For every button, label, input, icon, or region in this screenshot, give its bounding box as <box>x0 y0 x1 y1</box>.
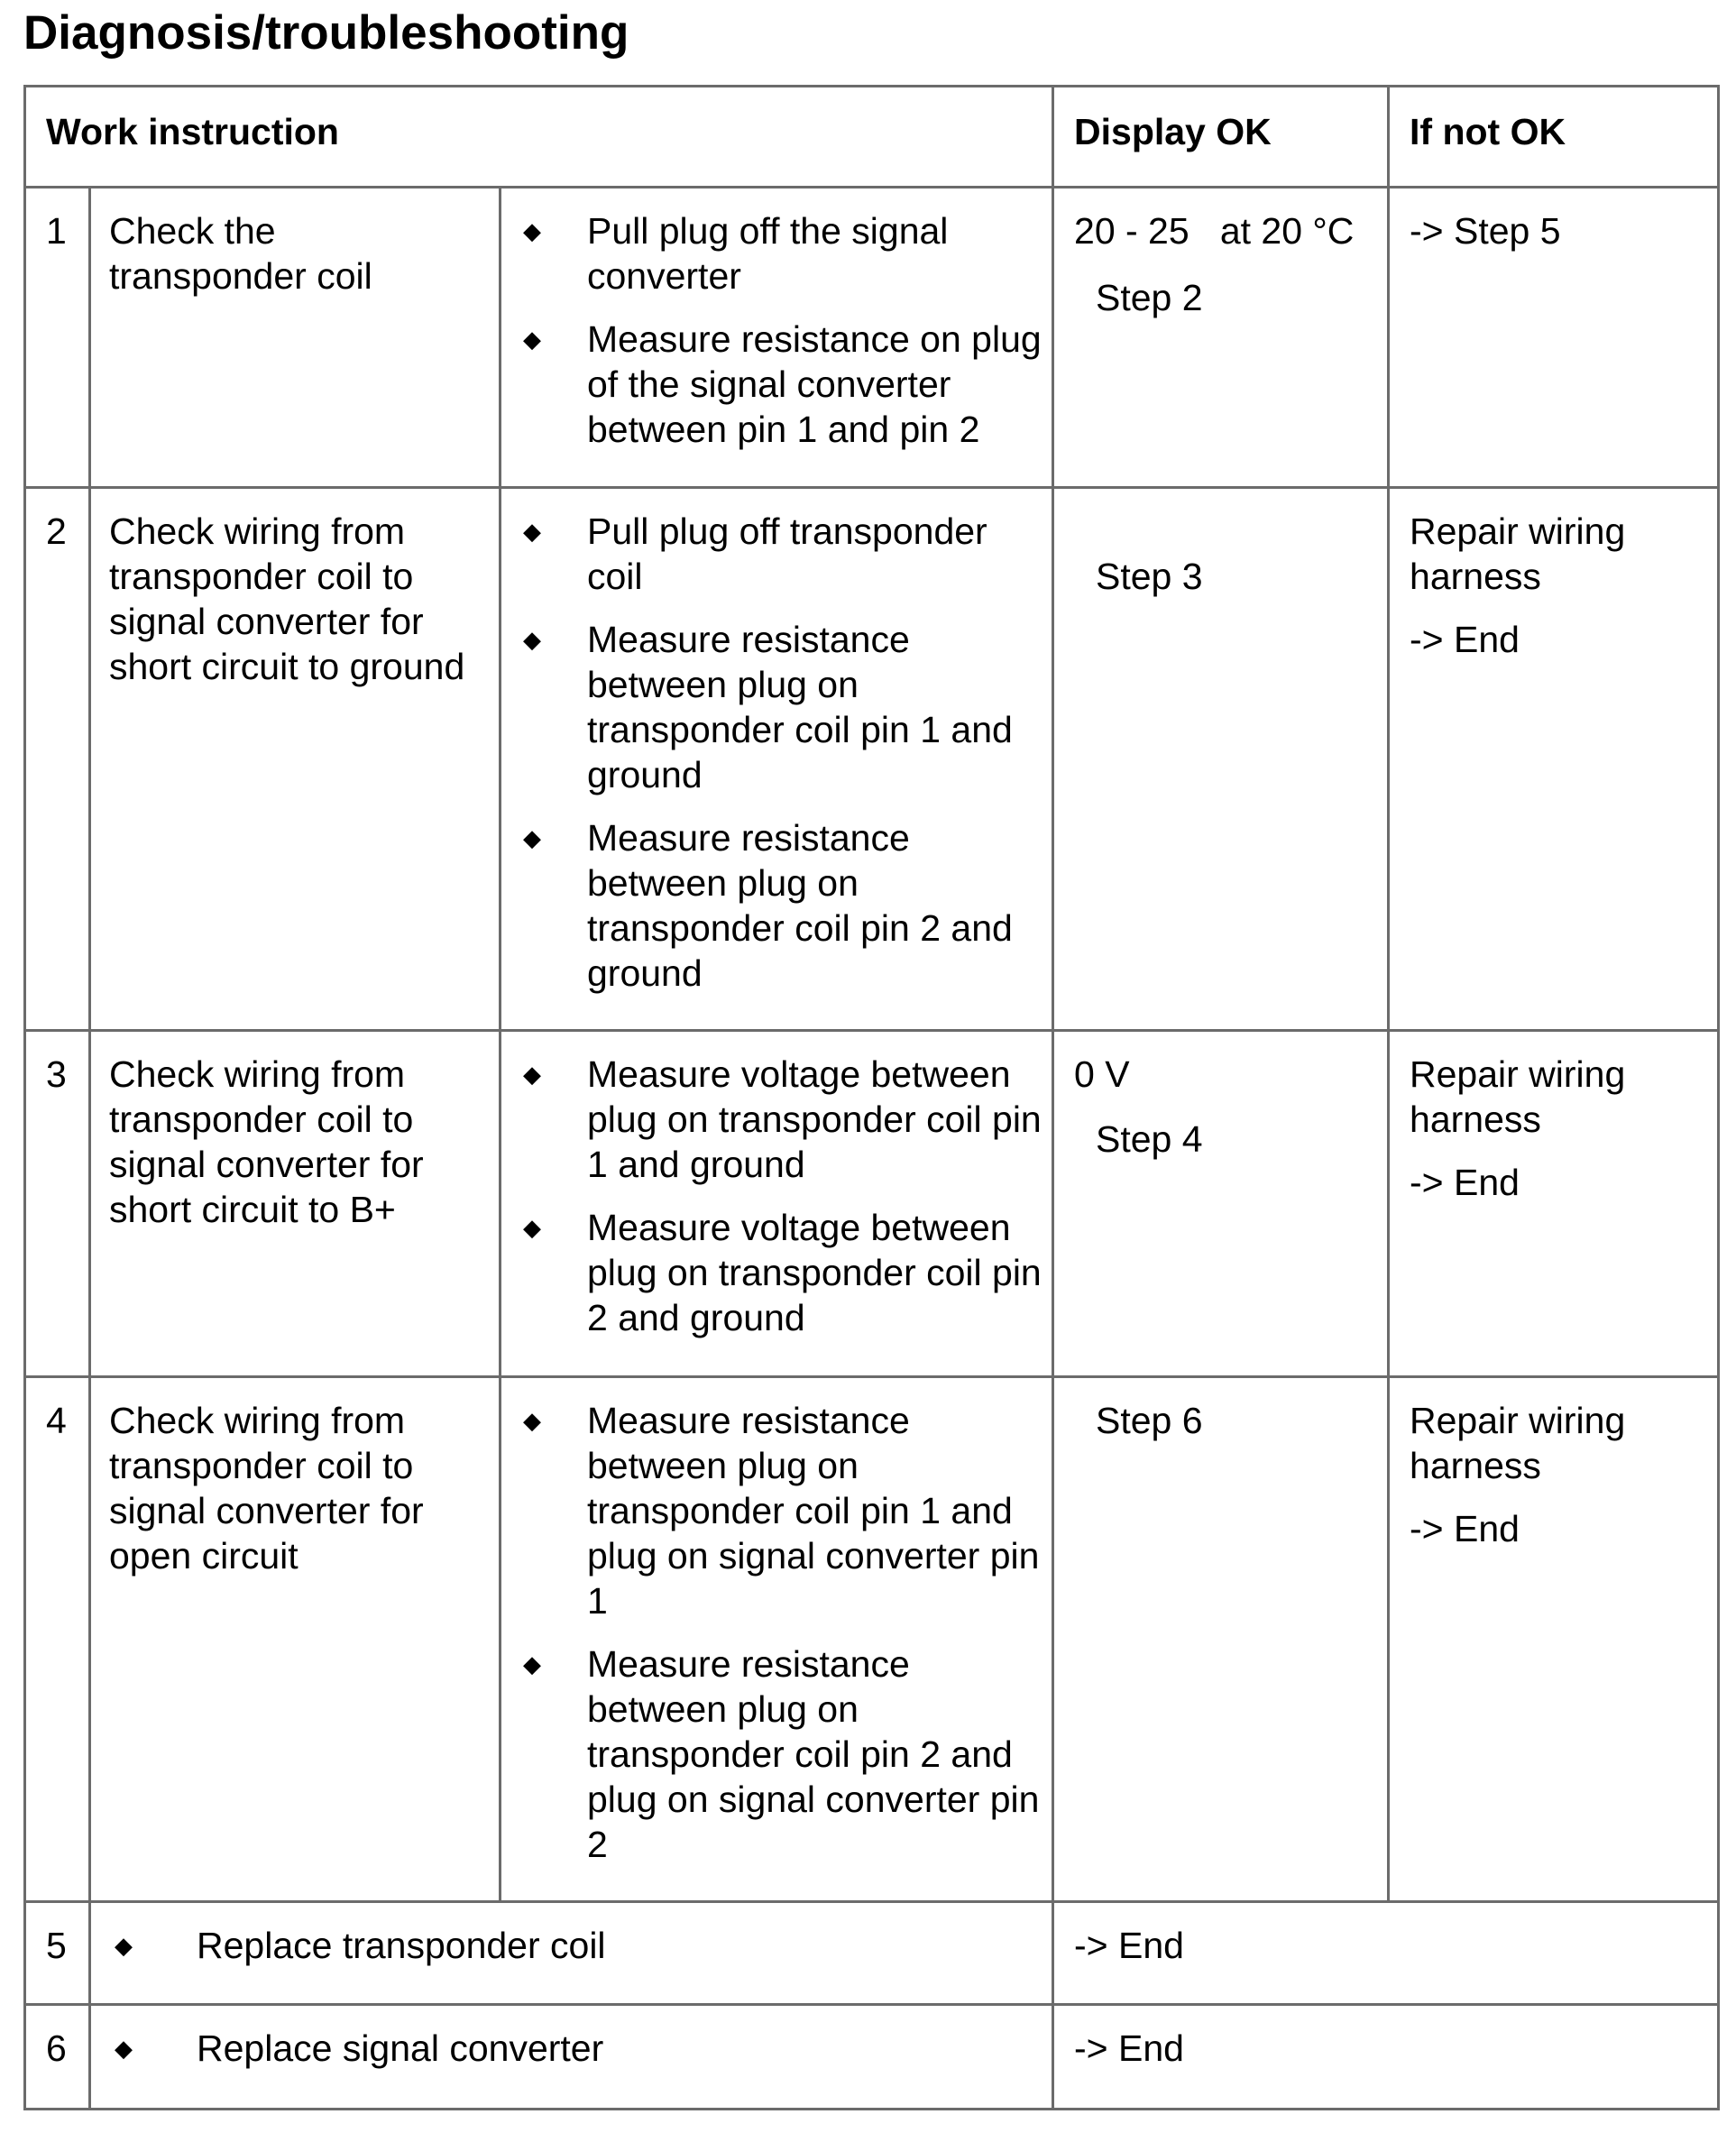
not-ok-cell <box>1389 1031 1719 1377</box>
step-instructions <box>501 1031 1053 1377</box>
list-item: ◆ Measure voltage between plug on transponder coil pin 2 and ground <box>501 1205 1043 1340</box>
not-ok-next: -> End <box>1410 1508 1520 1549</box>
list-item: ◆ Measure voltage between plug on transponder coil pin 1 and ground <box>501 1052 1043 1187</box>
ok-next-step: Step 6 <box>1096 1400 1203 1441</box>
table-row <box>25 1902 1719 2005</box>
action-text: Replace transponder coil <box>197 1925 606 1966</box>
step-instructions <box>501 188 1053 488</box>
step-description: Check the transponder coil <box>90 188 501 488</box>
ok-next-step: Step 3 <box>1096 556 1203 597</box>
list-item: ◆ Pull plug off transponder coil <box>501 509 1043 599</box>
result-cell: -> End <box>1053 2005 1719 2110</box>
not-ok-action: Repair wiring harness <box>1410 1400 1626 1486</box>
bullet-diamond-icon: ◆ <box>523 824 541 851</box>
not-ok-action: -> Step 5 <box>1410 210 1561 252</box>
ok-value: 0 V <box>1074 1053 1130 1095</box>
header-display-ok: Display OK <box>1053 87 1389 188</box>
diagnosis-table <box>23 85 1720 2110</box>
bullet-diamond-icon: ◆ <box>523 626 541 653</box>
step-number: 5 <box>25 1902 90 2005</box>
ok-next-step: Step 4 <box>1096 1118 1203 1160</box>
not-ok-cell <box>1389 488 1719 1031</box>
step-instructions <box>501 1377 1053 1902</box>
list-item: ◆ Measure resistance between plug on transponder coil pin 2 and ground <box>501 815 1043 996</box>
step-number: 2 <box>25 488 90 1031</box>
not-ok-next: -> End <box>1410 619 1520 660</box>
list-item: ◆ Measure resistance on plug of the signal converter between pin 1 and pin 2 <box>501 317 1043 452</box>
display-ok-cell <box>1053 1377 1389 1902</box>
not-ok-cell <box>1389 1377 1719 1902</box>
list-item: ◆ Measure resistance between plug on transponder coil pin 1 and ground <box>501 617 1043 797</box>
not-ok-next: -> End <box>1410 1162 1520 1203</box>
action-text: Replace signal converter <box>197 2027 604 2069</box>
list-item: ◆ Measure resistance between plug on transponder coil pin 1 and plug on signal converter pin 1 <box>501 1398 1043 1623</box>
display-ok-cell <box>1053 1031 1389 1377</box>
bullet-diamond-icon: ◆ <box>523 518 541 545</box>
table-row <box>25 1377 1719 1902</box>
step-description: Check wiring from transponder coil to signal converter for short circuit to ground <box>90 488 501 1031</box>
step-number: 6 <box>25 2005 90 2110</box>
bullet-diamond-icon: ◆ <box>523 1061 541 1088</box>
bullet-diamond-icon: ◆ <box>523 1650 541 1678</box>
not-ok-cell <box>1389 188 1719 488</box>
action-cell <box>90 1902 1053 2005</box>
list-item: ◆ Pull plug off the signal converter <box>501 208 1043 299</box>
display-ok-cell <box>1053 188 1389 488</box>
step-description: Check wiring from transponder coil to signal converter for open circuit <box>90 1377 501 1902</box>
table-row <box>25 488 1719 1031</box>
header-if-not-ok: If not OK <box>1389 87 1719 188</box>
header-work-instruction: Work instruction <box>25 87 1053 188</box>
action-cell <box>90 2005 1053 2110</box>
ok-value: 20 - 25 at 20 °C <box>1074 210 1355 252</box>
table-header-row <box>25 87 1719 188</box>
bullet-diamond-icon: ◆ <box>115 2035 133 2062</box>
bullet-diamond-icon: ◆ <box>523 1214 541 1241</box>
not-ok-action: Repair wiring harness <box>1410 1053 1626 1140</box>
bullet-diamond-icon: ◆ <box>523 326 541 353</box>
step-number: 1 <box>25 188 90 488</box>
page-title: Diagnosis/troubleshooting <box>23 6 629 60</box>
table-row <box>25 1031 1719 1377</box>
table-row <box>25 2005 1719 2110</box>
bullet-diamond-icon: ◆ <box>523 1407 541 1434</box>
step-description: Check wiring from transponder coil to signal converter for short circuit to B+ <box>90 1031 501 1377</box>
bullet-diamond-icon: ◆ <box>115 1932 133 1959</box>
display-ok-cell <box>1053 488 1389 1031</box>
ok-next-step: Step 2 <box>1096 277 1203 318</box>
not-ok-action: Repair wiring harness <box>1410 510 1626 597</box>
step-number: 3 <box>25 1031 90 1377</box>
step-instructions <box>501 488 1053 1031</box>
list-item: ◆ Measure resistance between plug on transponder coil pin 2 and plug on signal converter pin 2 <box>501 1641 1043 1867</box>
step-number: 4 <box>25 1377 90 1902</box>
bullet-diamond-icon: ◆ <box>523 217 541 244</box>
result-cell: -> End <box>1053 1902 1719 2005</box>
table-row <box>25 188 1719 488</box>
